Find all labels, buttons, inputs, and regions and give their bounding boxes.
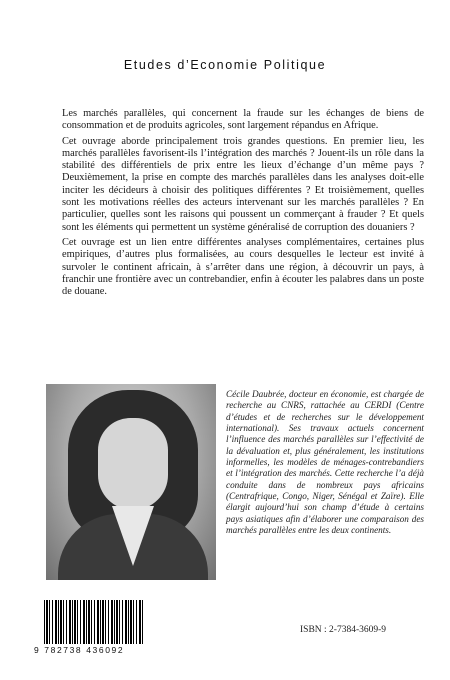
series-title: Etudes d’Economie Politique (123, 58, 327, 72)
photo-face (98, 418, 168, 510)
author-bio: Cécile Daubrée, docteur en économie, est chargée de recherche au CNRS, rattachée au CERDI (Centre d’études et de recherches sur le développement international). Ses travaux actuels concernent l’influence des marchés parallèles sur l’effectivité de la dévaluation et, plus généralement, les institutions informelles, les modèles de ménages-contrebandiers et l’intégration des marchés. Cette recherche l’a déjà conduite dans de nombreux pays africains (Centrafrique, Congo, Niger, Sénégal et Zaïre). Elle élargit aujourd’hui son champ d’étude à certains pays asiatiques afin d’élaborer une comparaison des marchés parallèles entre les deux continents. (226, 389, 424, 536)
paragraph-3: Cet ouvrage est un lien entre différentes analyses complémentaires, certaines plus empiriques, d’autres plus formalisées, au cours desquelles le lecteur est invité à survoler le continent africain, à s’arrêter dans une région, à découvrir un pays, à franchir une frontière avec un contrebandier, enfin à écouter les palabres dans un poste de douane. (62, 236, 424, 298)
paragraph-1: Les marchés parallèles, qui concernent la fraude sur les échanges de biens de consommation et de produits agricoles, sont largement répandus en Afrique. (62, 108, 424, 132)
isbn: ISBN : 2-7384-3609-9 (300, 625, 387, 635)
barcode-bars (44, 600, 144, 644)
back-cover-text (62, 108, 424, 301)
barcode (34, 600, 152, 655)
paragraph-2: Cet ouvrage aborde principalement trois grandes questions. En premier lieu, les marchés parallèles favorisent-ils l’intégration des marchés ? Jouent-ils un rôle dans la stabilité des différentiels de prix entre les lieux d’échange d’un même pays ? Deuxièmement, la prise en compte des marchés parallèles dans les analyses doit-elle inciter les décideurs à choisir des politiques différentes ? Et troisièmement, quelles sont les motivations réelles des acteurs intervenant sur les marchés parallèles ? En particulier, quelles sont les raisons qui poussent un commerçant à frauder ? Et quels sont les éléments qui permettent un système généralisé de corruption des douaniers ? (62, 135, 424, 233)
author-photo (46, 384, 216, 580)
barcode-number: 9 782738 436092 (34, 645, 125, 655)
